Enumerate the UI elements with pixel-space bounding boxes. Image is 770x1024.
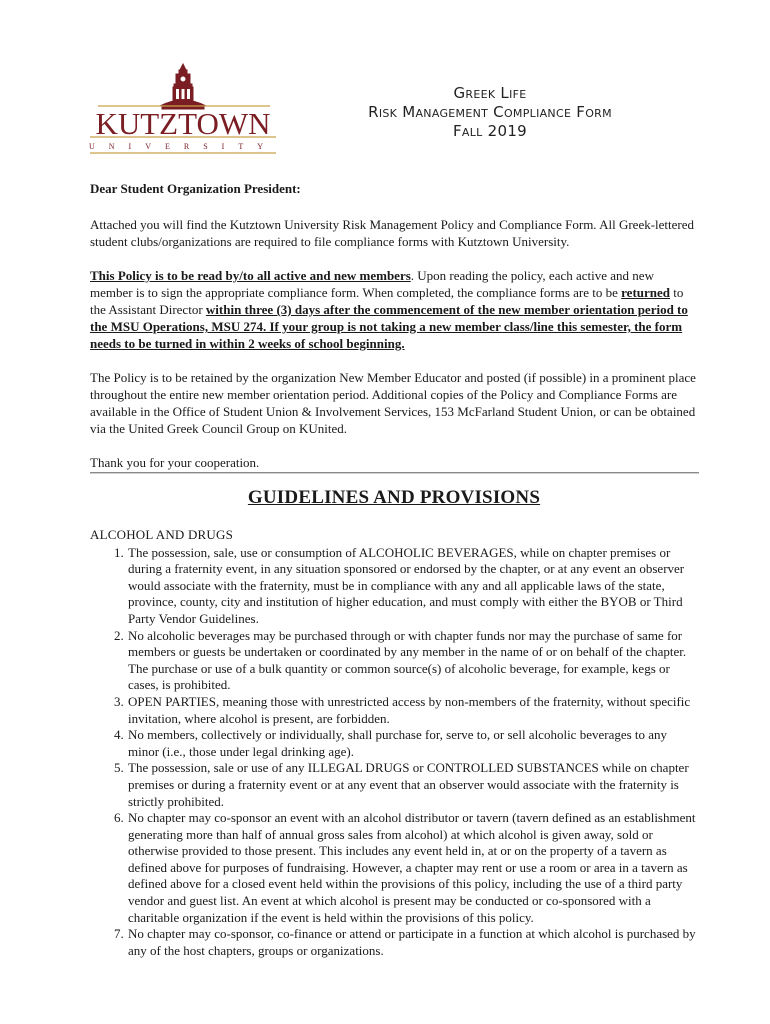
item-text: The possession, sale or use of any ILLEGAL DRUGS or CONTROLLED SUBSTANCES while on chapter premises or during a fraternity event or at any event that an observer would associate with the fraternity is strictly prohibited. — [128, 760, 689, 809]
returned-emphasis: returned — [621, 285, 671, 300]
rules-list — [90, 545, 700, 960]
policy-emphasis: This Policy is to be read by/to all active and new members — [90, 268, 411, 283]
policy-text-2: to the Assistant Director — [90, 285, 684, 317]
list-item — [90, 545, 700, 628]
item-number: 2. — [114, 627, 124, 643]
logo-wordmark: KUTZTOWN — [95, 106, 271, 141]
item-number: 7. — [114, 926, 124, 942]
item-number: 6. — [114, 810, 124, 826]
title-line-1: Greek Life — [453, 84, 527, 102]
horizontal-divider — [90, 472, 699, 474]
title-line-3: Fall 2019 — [452, 122, 528, 140]
item-text: No chapter may co-sponsor, co-finance or attend or participate in a function at which alcohol is purchased by any of the host chapters, groups or organizations. — [128, 926, 696, 958]
title-line-2: Risk Management Compliance Form — [368, 103, 612, 121]
section-title: ALCOHOL AND DRUGS — [90, 527, 234, 542]
list-item — [90, 727, 700, 760]
policy-text-1: . Upon reading the policy, each active and new member is to sign the appropriate compliance form. When completed, the compliance forms are to be — [90, 268, 654, 300]
paragraph-policy — [90, 267, 698, 352]
paragraph-thanks: Thank you for your cooperation. — [90, 455, 260, 470]
list-item — [90, 926, 700, 959]
list-item — [90, 694, 700, 727]
alcohol-drugs-section — [90, 527, 700, 959]
item-number: 3. — [114, 693, 124, 709]
paragraph-intro: Attached you will find the Kutztown University Risk Management Policy and Compliance Form. All Greek-lettered student clubs/organizations are required to file compliance forms with Kutztown University. — [90, 217, 695, 249]
list-item — [90, 628, 700, 694]
list-item — [90, 810, 700, 926]
paragraph-retention: The Policy is to be retained by the organization New Member Educator and posted (if possible) in a prominent place throughout the entire new member orientation period. Additional copies of the Policy and Compliance Forms are available in the Office of Student Union & Involvement Services, 153 McFarland Student Union, or can be obtained via the United Greek Council Group on KUnited. — [90, 370, 696, 436]
logo-subword: UNIVERSITY — [89, 142, 277, 151]
item-text: No chapter may co-sponsor an event with an alcohol distributor or tavern (tavern defined as an establishment generating more than half of annual gross sales from alcohol) at which alcohol is given away, sold or otherwise provided to those present. This includes any event held in, at or on the property of a tavern as defined above for purposes of fundraising. However, a chapter may rent or use a room or area in a tavern as defined above for a closed event held within the provisions of this policy, including the use of a third party vendor and guest list. An event at which alcohol is present may be conducted or co-sponsored with a charitable organization if the event is held within the provisions of this policy. — [128, 810, 696, 925]
greeting: Dear Student Organization President: — [90, 181, 301, 196]
item-text: The possession, sale, use or consumption of ALCOHOLIC BEVERAGES, while on chapter premises or during a fraternity event, in any situation sponsored or endorsed by the chapter, or at any event an observer would associate with the fraternity, must be in compliance with any and all applicable laws of the state, province, county, city and institution of higher education, and must comply with either the BYOB or Third Party Vendor Guidelines. — [128, 544, 685, 626]
deadline-emphasis: within three (3) days after the commencement of the new member orientation period to the MSU Operations, MSU 274. If your group is not taking a new member class/line this semester, the form needs to be turned in within 2 weeks of school beginning. — [90, 302, 688, 351]
list-item — [90, 760, 700, 810]
item-text: No alcoholic beverages may be purchased through or with chapter funds nor may the purchase of same for members or guests be undertaken or coordinated by any member in the name of or on behalf of the chapter. The purchase or use of a bulk quantity or common source(s) of alcoholic beverage, for example, kegs or cases, is prohibited. — [128, 627, 687, 693]
item-number: 5. — [114, 760, 124, 776]
clock-tower-icon — [88, 62, 278, 162]
guidelines-heading: GUIDELINES AND PROVISIONS — [247, 487, 541, 508]
letter-body — [90, 180, 698, 471]
form-title — [300, 84, 680, 141]
item-number: 1. — [114, 544, 124, 560]
item-text: OPEN PARTIES, meaning those with unrestricted access by non-members of the fraternity, without specific invitation, where alcohol is present, are forbidden. — [128, 693, 691, 726]
kutztown-logo — [88, 62, 278, 162]
item-text: No members, collectively or individually, shall purchase for, serve to, or sell alcoholic beverages to any minor (i.e., those under legal drinking age). — [128, 727, 668, 759]
item-number: 4. — [114, 727, 124, 743]
